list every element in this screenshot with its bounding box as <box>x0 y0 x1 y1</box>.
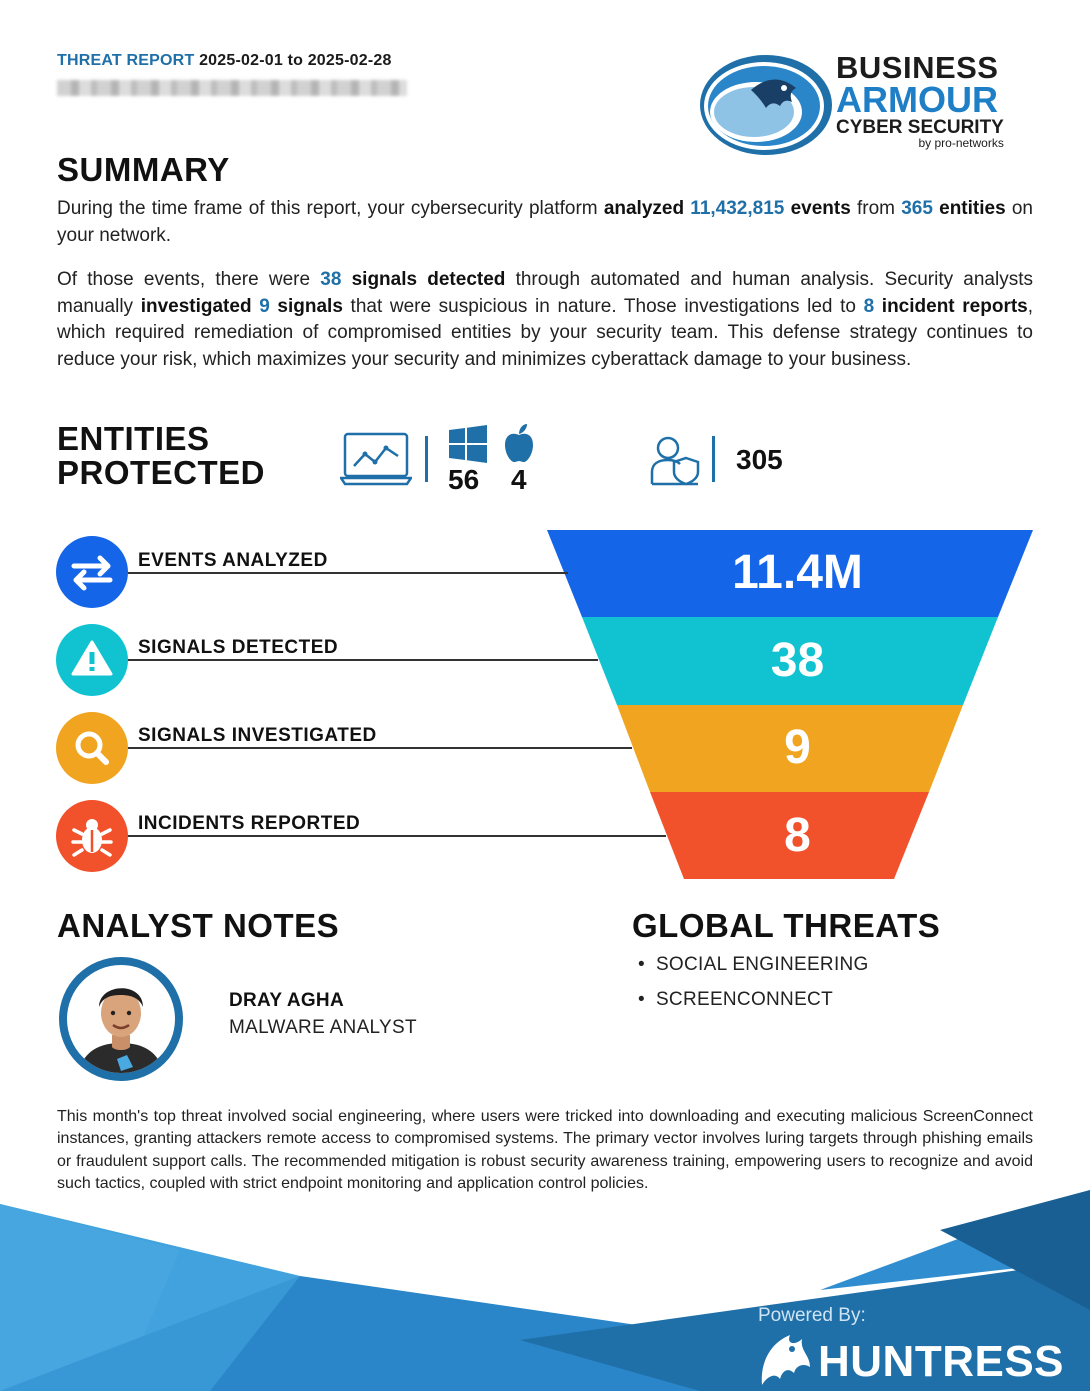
list-item: • SOCIAL ENGINEERING <box>638 954 869 989</box>
global-threats-list <box>638 954 869 1024</box>
huntress-brand: HUNTRESS <box>818 1337 1065 1386</box>
logo-line-2: ARMOUR <box>836 79 998 120</box>
funnel-chart <box>0 525 1090 885</box>
row-divider <box>128 572 568 574</box>
global-threats-title: GLOBAL THREATS <box>632 907 941 944</box>
windows-count: 56 <box>448 464 480 495</box>
signals-detected-label: SIGNALS DETECTED <box>138 637 339 658</box>
windows-icon <box>449 425 487 463</box>
row-divider <box>128 747 632 749</box>
incidents-reported-label: INCIDENTS REPORTED <box>138 813 361 834</box>
user-shield-icon <box>650 434 702 486</box>
analyst-notes-title: ANALYST NOTES <box>57 907 340 944</box>
incidents-circle <box>56 800 128 872</box>
avatar <box>57 955 185 1083</box>
logo-line-3: CYBER SECURITY <box>836 117 1004 138</box>
magnifier-icon <box>56 712 128 784</box>
events-analyzed-value: 11.4M <box>732 546 863 599</box>
summary-paragraph-1: During the time frame of this report, your cybersecurity platform analyzed 11,432,815 events from 365 entities on your network. <box>57 198 1034 246</box>
monitor-chart-icon <box>340 432 412 486</box>
analyst-name: DRAY AGHA <box>229 990 344 1011</box>
divider <box>712 436 715 482</box>
logo-line-4: by pro-networks <box>918 136 1004 150</box>
summary-title: SUMMARY <box>57 151 230 188</box>
redacted-client-name <box>57 80 407 96</box>
events-analyzed-label: EVENTS ANALYZED <box>138 550 328 571</box>
signals-detected-value: 38 <box>770 634 825 687</box>
divider <box>425 436 428 482</box>
entities-title: ENTITIES PROTECTED <box>57 420 266 491</box>
company-logo <box>696 50 1046 160</box>
incidents-reported-value: 8 <box>784 809 811 862</box>
report-period <box>57 52 392 70</box>
powered-by-label: Powered By: <box>758 1305 866 1326</box>
arrows-exchange-icon <box>56 536 128 608</box>
summary-paragraph-2: Of those events, there were 38 signals detected through automated and human analysis. Security analysts manually investigated 9 signals that were suspicious in nature. Those investigations led to 8 incident reports, which required remediation of compromised entities by your security team. This defense strategy continues to reduce your risk, which maximizes your security and minimizes cyberattack damage to your business. <box>57 269 1034 370</box>
analyst-notes-text: This month's top threat involved social engineering, where users were tricked into downloading and executing malicious ScreenConnect instances, granting attackers remote access to compromised systems. The primary vector involves luring targets through phishing emails or fraudulent support calls. The recommended mitigation is robust security awareness training, empowering users to recognize and avoid such tactics, coupled with strict endpoint monitoring and application control policies. <box>57 1108 1033 1193</box>
users-count: 305 <box>736 444 783 475</box>
events-circle <box>56 536 128 608</box>
apple-icon <box>503 423 535 463</box>
investigated-circle <box>56 712 128 784</box>
list-item: • SCREENCONNECT <box>638 989 869 1024</box>
analyst-role: MALWARE ANALYST <box>229 1017 417 1038</box>
mac-count: 4 <box>511 464 527 495</box>
report-date-range: 2025-02-01 to 2025-02-28 <box>199 52 392 69</box>
eagle-shield-icon <box>696 50 836 160</box>
row-divider <box>128 659 598 661</box>
logo-line-1: BUSINESS <box>836 50 999 85</box>
huntress-logo-icon <box>756 1327 814 1389</box>
bug-icon <box>56 800 128 872</box>
signals-circle <box>56 624 128 696</box>
signals-investigated-value: 9 <box>784 721 811 774</box>
signals-investigated-label: SIGNALS INVESTIGATED <box>138 725 377 746</box>
report-label: THREAT REPORT <box>57 52 195 69</box>
warning-icon <box>56 624 128 696</box>
row-divider <box>128 835 666 837</box>
